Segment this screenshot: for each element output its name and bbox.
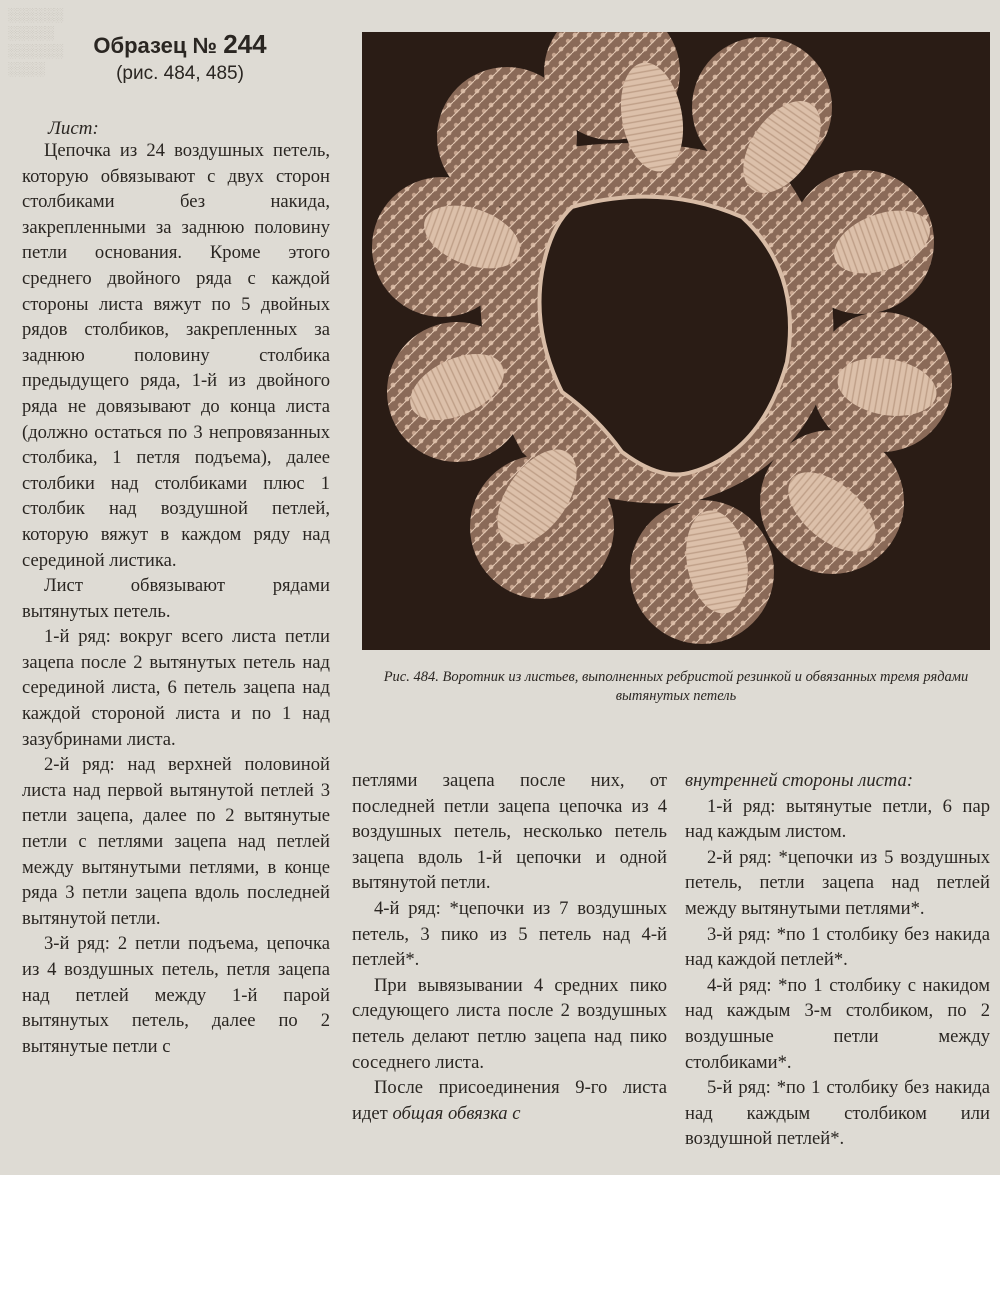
paragraph: 2-й ряд: над верхней половиной листа над первой вытянутой петлей 3 петли зацепа, далее по 2 вытянутые петли с петлями зацепа над петлей между вытянутыми петлями, в конце ряда 3 петли зацепа вдоль последней вытянутой петли. (22, 754, 330, 929)
pattern-number: 244 (223, 29, 267, 59)
text-column-2 (352, 768, 667, 1126)
text-column-1 (22, 138, 330, 1059)
paragraph: 3-й ряд: *по 1 столбику без накида над каждой петлей*. (685, 923, 990, 971)
figure-reference: (рис. 484, 485) (116, 63, 244, 84)
italic-term: общая обвязка с (392, 1102, 521, 1124)
paragraph: 4-й ряд: *по 1 столбику с накидом над каждым 3-м столбиком, по 2 воздушные петли между столбиками*. (685, 974, 990, 1073)
bleed-through-left: ░░░░░░ ░░░░░ ░░░░░░ ░░░░ (8, 7, 64, 76)
paragraph: внутренней стороны листа: (685, 770, 914, 791)
paragraph (352, 1075, 667, 1126)
paragraph: Лист обвязывают рядами вытянутых петель. (22, 575, 330, 622)
paragraph: При вывязывании 4 средних пико следующего листа после 2 воздушных петель делают петлю зацепа над пико соседнего листа. (352, 974, 667, 1073)
text-column-3 (685, 768, 990, 1152)
paragraph: 2-й ряд: *цепочки из 5 воздушных петель, петли зацепа над петлей между вытянутыми петлями*. (685, 846, 990, 919)
text-run: После присоединения 9-го листа идет (352, 1077, 667, 1124)
paragraph: 1-й ряд: вокруг всего листа петли зацепа после 2 вытянутых петель над серединой листа, 6 петель зацепа над каждой стороной листа и по 1 над зазубринами листа. (22, 626, 330, 750)
paragraph: 3-й ряд: 2 петли подъема, цепочка из 4 воздушных петель, петля зацепа над петлей между 1-й парой вытянутых петель, далее по 2 вытянутые петли с (22, 933, 330, 1057)
title-prefix: Образец № (93, 33, 218, 58)
paragraph: Цепочка из 24 воздушных петель, которую обвязывают с двух сторон столбиками без накида, закрепленными за заднюю половину петли основания. Кроме этого среднего двойного ряда с каждой стороны листа вяжут по 5 двойных рядов столбиков, закрепленных за заднюю половину столбика предыдущего ряда, 1-й из двойного ряда не довязывают до конца листа (должно остаться по 3 непровязанных столбика, 1 петля подъема), далее столбики над столбиками плюс 1 столбик над воздушной петлей, которую вяжут в каждом ряду над серединой листика. (22, 140, 330, 571)
paragraph: 4-й ряд: *цепочки из 7 воздушных петель, 3 пико из 5 петель над 4-й петлей*. (352, 897, 667, 971)
pattern-title (80, 30, 280, 60)
paragraph: 5-й ряд: *по 1 столбику без накида над каждым столбиком или воздушной петлей*. (685, 1077, 990, 1150)
paragraph: петлями зацепа после них, от последней петли зацепа цепочка из 4 воздушных петель, несколько петель зацепа вдоль 1-й цепочки и одной вытянутой петли. (352, 770, 667, 894)
section-heading: Лист: (48, 118, 99, 139)
paragraph: 1-й ряд: вытянутые петли, 6 пар над каждым листом. (685, 795, 990, 843)
figure-caption: Рис. 484. Воротник из листьев, выполненных ребристой резинкой и обвязанных тремя рядами вытянутых петель (383, 669, 969, 704)
collar-photo (362, 32, 990, 650)
